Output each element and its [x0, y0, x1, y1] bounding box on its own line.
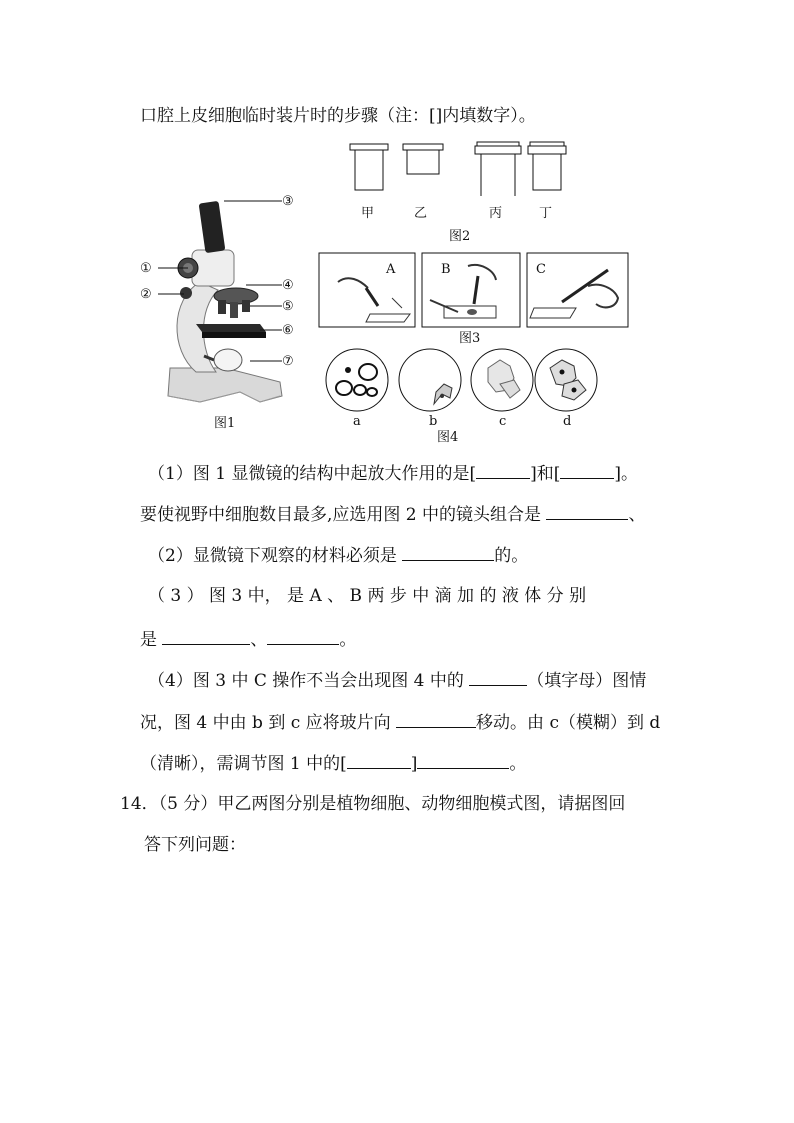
fig3-label-a: A	[386, 262, 396, 277]
q4-text-e: （清晰），需调节图 1 中的[	[140, 754, 347, 774]
q2-text-a: （2）显微镜下观察的材料必须是	[148, 546, 403, 566]
q4-text-g: 。	[509, 754, 527, 774]
q1-blank-1[interactable]	[476, 462, 530, 479]
fig2-caption: 图2	[449, 229, 471, 244]
intro-line: 口腔上皮细胞临时装片时的步骤（注：[]内填数字）。	[140, 106, 536, 126]
fig1-caption: 图1	[214, 416, 236, 431]
q1-text-c: ]。	[614, 464, 638, 484]
fig1-label-2: ②	[140, 287, 152, 302]
fig4-view-a	[326, 349, 388, 411]
q1-text-b: ]和[	[530, 464, 561, 484]
q4-blank-2[interactable]	[396, 711, 476, 728]
q4-text-d: 移动。由 c（模糊）到 d	[476, 713, 661, 733]
q4-line-2	[140, 711, 660, 733]
q1-text-a: （1）图 1 显微镜的结构中起放大作用的是[	[148, 464, 477, 484]
fig2-label-yi: 乙	[414, 206, 428, 221]
fig1-label-3: ③	[282, 194, 294, 209]
q1-blank-2[interactable]	[560, 462, 614, 479]
fig4-label-a: a	[353, 414, 361, 429]
fig2-label-jia: 甲	[361, 206, 375, 221]
fig4-caption: 图4	[437, 430, 459, 445]
q2-blank[interactable]	[402, 544, 494, 561]
q3-line-1: （ 3 ） 图 3 中， 是 A 、 B 两 步 中 滴 加 的 液 体 分 别	[148, 586, 587, 606]
q4-line-1	[148, 669, 646, 691]
q3-text-a: 是	[140, 630, 163, 650]
q14-line-2: 答下列问题：	[144, 835, 246, 855]
fig3-caption: 图3	[459, 331, 481, 346]
q4-line-3	[140, 752, 526, 774]
fig2-label-bing: 丙	[489, 206, 503, 221]
q1-line-1	[148, 462, 638, 484]
fig3-label-b: B	[441, 262, 451, 277]
q4-text-b: （填字母）图情	[527, 671, 647, 691]
q14-line-1: 14．（5 分）甲乙两图分别是植物细胞、动物细胞模式图，请据图回	[120, 794, 626, 814]
fig3-panel-a	[319, 253, 415, 327]
q3-text-b: 、	[250, 630, 268, 650]
fig3-panel-b	[422, 253, 520, 327]
figure-2-lenses	[345, 140, 575, 196]
fig3-label-c: C	[536, 262, 546, 277]
q1-blank-3[interactable]	[546, 503, 628, 520]
lens-ding	[528, 142, 566, 190]
q4-blank-1[interactable]	[469, 669, 527, 686]
fig1-label-6: ⑥	[282, 323, 294, 338]
fig4-label-c: c	[499, 414, 507, 429]
fig4-view-c	[471, 349, 533, 411]
q2-text-b: 的。	[494, 546, 529, 566]
q4-blank-4[interactable]	[417, 752, 509, 769]
figure-4-views	[324, 346, 602, 416]
fig1-label-1: ①	[140, 261, 152, 276]
lens-bing	[475, 142, 521, 196]
fig4-label-d: d	[563, 414, 572, 429]
figure-3-panels	[318, 252, 630, 328]
fig1-label-5: ⑤	[282, 299, 294, 314]
q3-line-2	[140, 628, 356, 650]
q3-blank-1[interactable]	[162, 628, 250, 645]
fig4-label-b: b	[429, 414, 438, 429]
lens-yi	[403, 144, 443, 174]
q1-line2-text: 要使视野中细胞数目最多,应选用图 2 中的镜头组合是	[140, 505, 547, 525]
q4-text-a: （4）图 3 中 C 操作不当会出现图 4 中的	[148, 671, 470, 691]
q3-text-c: 。	[339, 630, 357, 650]
q2-line	[148, 544, 528, 566]
q3-blank-2[interactable]	[267, 628, 339, 645]
q4-text-c: 况，图 4 中由 b 到 c 应将玻片向	[140, 713, 397, 733]
q4-text-f: ]	[410, 754, 418, 774]
q1-line-2	[140, 503, 645, 525]
lens-jia	[350, 144, 388, 190]
fig2-label-ding: 丁	[539, 206, 553, 221]
fig1-label-4: ④	[282, 278, 294, 293]
q4-blank-3[interactable]	[347, 752, 411, 769]
q1-line2-end: 、	[628, 505, 646, 525]
fig4-view-b	[399, 349, 461, 411]
fig1-label-7: ⑦	[282, 354, 294, 369]
fig4-view-d	[535, 349, 597, 411]
